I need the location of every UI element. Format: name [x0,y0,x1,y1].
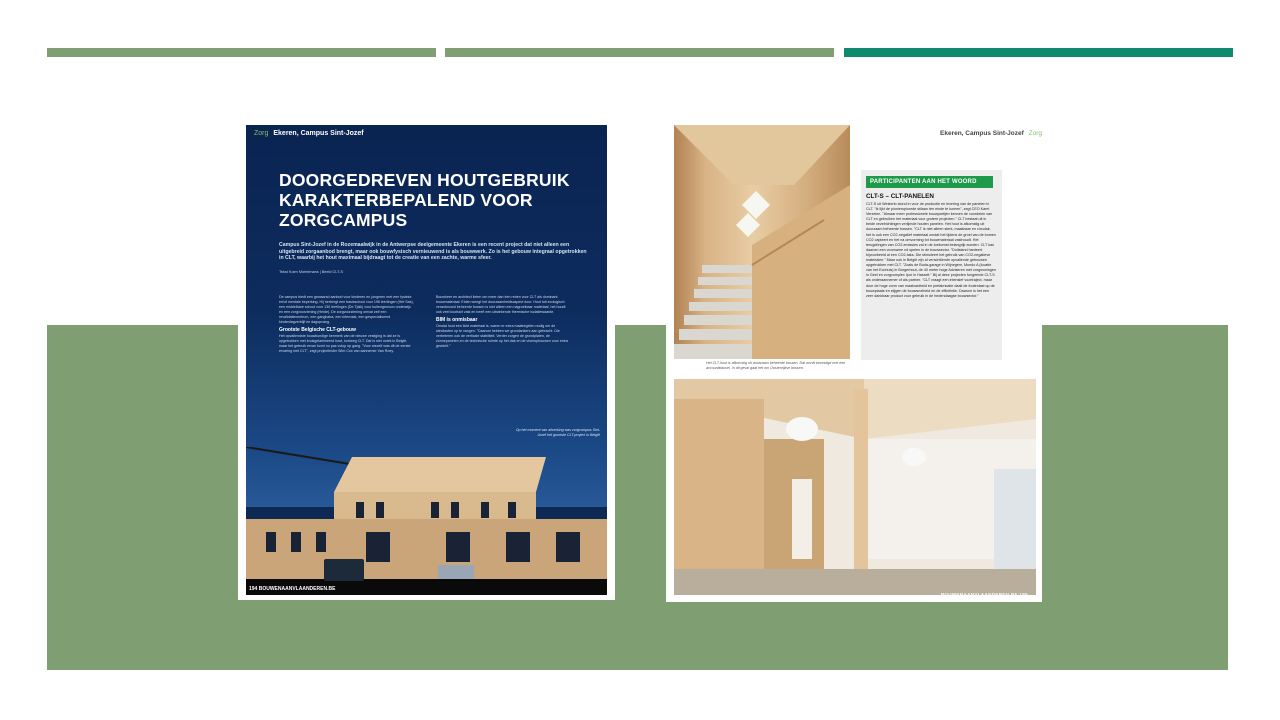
column-1-paragraph-2: Het opvallendste bouwkundige kenmerk van de nieuwe vestiging is dat ze is opgetrokken met kruisgelamineerd hout, kortweg CLT. Dat is niet uniek in België, maar het gebruik ervan komt nu pas volop op gang. "Voor mezelf was dit de eerste ervaring met CLT", zegt projectleider Wim Cox van aannemer Van Roey. [279,334,411,353]
top-bar-right-accent [844,48,1233,57]
right-kicker-section: Zorg [1028,130,1042,137]
article-column-2 [436,295,572,351]
participants-heading: PARTICIPANTEN AAN HET WOORD [866,176,993,188]
staircase-caption: Het CLT-hout is afkomstig uit duurzaam beheerde bossen. Dat wordt bevestigd met een accountklausel. In dit geval gaat het om Oostenrijkse bossen. [706,361,846,370]
pendant-lamp [902,448,926,466]
ceiling-lamp [786,417,818,441]
background-band [47,325,1228,670]
magazine-page-left[interactable] [238,118,615,600]
interior-photo [674,379,1036,595]
right-kicker-title: Ekeren, Campus Sint-Jozef [940,130,1024,137]
left-wall [674,399,764,595]
article-column-1 [279,295,415,356]
parked-van [324,559,364,581]
left-kicker [254,130,364,137]
top-bar-left [47,48,436,57]
crane-arm [246,447,356,465]
article-byline: Tekst Koen Mortelmans | Beeld CLT-S [279,270,344,274]
corridor-opening [792,479,812,559]
stairs [674,265,752,359]
right-kicker [940,130,1042,137]
left-page-content [246,125,607,595]
shopping-carts [438,565,474,579]
participants-box [861,170,1002,360]
column-1-heading: Grootste Belgische CLT-gebouw [279,327,356,333]
column-2-paragraph-2: Omdat hout een licht materiaal is, waren er extra maatregelen nodig om de windlasten op te vangen. "Daarom hebben we grondankers aan gebracht. Die verbeteren ook de verticale stabiliteit. Verder zorgen de grondplaten, de zonnepanelen en de technische ruimte op het dak en de vloeropbouwen voor extra gewicht." [436,324,568,348]
participants-text: CLT-S uit Westerlo stond in voor de productie en levering van de panelen in CLT. "Ik lijkt de pionierspionrde stilaan ten einde te komen", zegt CEO Karel Verzelen. "Almaar meer professionele bouwpartijen kennen de voordelen van CLT en gebruiken het materiaal voor grotere projecten." CLT bestaat uit in beide vezelrichtingen verlijmde houten panelen. Het hout is afkomstig uit duurzaam beheerde bossen. "CLT is niet alleen sterk, maakbaar en circulair, het is ook een CO2-negatief materiaal omdat het tijdens de groei van de bomen CO2 capteert en het na omvorming tot bouwmateriaal vasthoudt. Het terugdringen van CO2-emissies zal in de toekomst belangrijk worden. CLT kan daarom een voorname rol spelen in de bouwsector. "Duitsland hanteert bijvoorbeeld al een CO2-taks. Die stimuleert het gebruik van CO2-negatieve materialen." Maar ook in België zijn al verschillende opvallende gebouwen opgetrokken met CLT. "Zoals de Buda-garage in Wijnegem, Mundo A (locatie van het Ecohuis) in Borgerhout, de 40 meter hoge Adviseren met zorgwoningen in Geel en zorgcomplex Ipor in Hasselt." Bij al deze projecten fungeerde CLT-S als onderaannemer of als partner. "CLT vraagt een intensief voortraject, maar door de hoge vorm van maatvastheid en prefabricatie daalt de foutenlast op de bouwplaats en stijgen de bouwsnelheid en de efficiëntie. Daarom is het een zeer dankbaar product voor gebruik in de hedendaagse bouwsector." [866,202,996,298]
participants-subheading: CLT-S – CLT-PANELEN [866,193,934,200]
staircase-illustration [674,125,850,359]
column-1-paragraph-1: De campus biedt een gewaarsd aanbod voor kinderen en jongeren met een fysieke en/of mentale beperking. Hij herbergt een basisschool voor 198 leerlingen (Het Sas), een middelbare school voor 130 leerlingen (De Tjalk) voor buitengewoon onderwijs en een zorgvoorziening (Heide). De zorgvoorziening omvat zelf een revalidatiecentrum, een gangbaba, een internaat, een gespecialiseerd kinderdagverblijf en dagopvang. [279,295,414,324]
left-page-footer: 194 BOUWENAANVLAANDEREN.BE [249,586,336,592]
left-kicker-section: Zorg [254,130,269,137]
window [994,469,1036,569]
building-top-floor [334,457,546,492]
wooden-column [854,389,868,595]
photo-caption-left: Op het moment van afwerking was zorgcampus Sint-Jozef het grootste CLT-project in België [515,428,600,437]
column-2-paragraph-1: Bouwheer en architect lieten om meer dan één reden voor CLT als dominant bouwmateriaal. Eiden weegt het duurzaamheidsaspect door. Hout tuit ecologisch verantwoord beheerde bossen is niet alleen een nagroeibaar materiaal, het houdt ook veel koolstof vast en heeft een uitstekende thermische isolatiewaarde. [436,295,566,314]
staircase-photo [674,125,850,359]
right-page-footer: BOUWENAANVLAANDEREN.BE 195 [940,592,1028,597]
column-2-heading: BIM is onmisbaar [436,317,478,323]
article-title: DOORGEDREVEN HOUTGEBRUIK KARAKTERBEPALEND VOOR ZORGCAMPUS [279,170,570,230]
article-intro: Campus Sint-Jozef in de Rozemaalwijk in de Antwerpse deelgemeente Ekeren is een recent project dat niet alleen een uitgebreid zorgaanbod brengt, maar ook bouwfysisch vernieuwend is als bouwwerk. Zo is het gebouw integraal opgetrokken in CLT, waarbij het hout maximaal bijdraagt tot de creatie van een zachte, warme sfeer. [279,242,587,262]
top-bar-middle [445,48,834,57]
interior-illustration [674,379,1036,595]
building-photo [246,447,607,595]
left-kicker-title: Ekeren, Campus Sint-Jozef [273,130,364,137]
magazine-page-right[interactable] [666,118,1042,602]
